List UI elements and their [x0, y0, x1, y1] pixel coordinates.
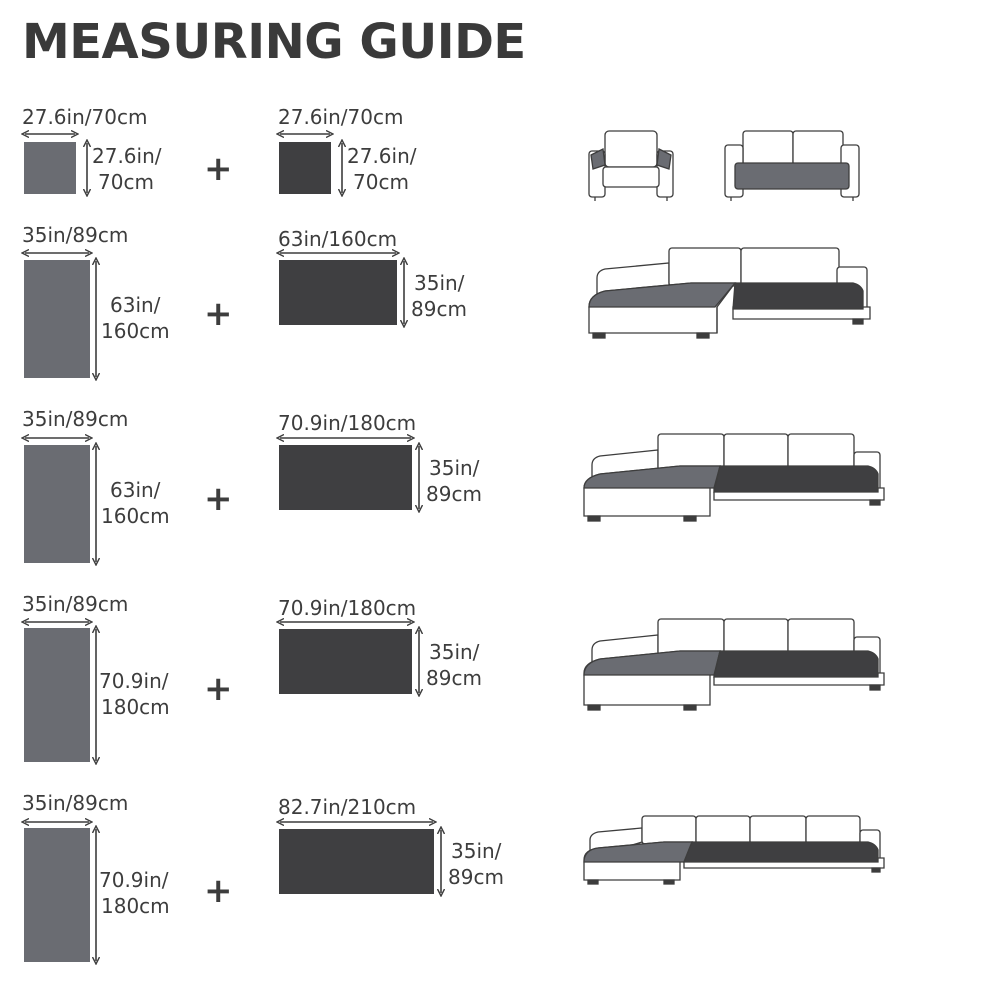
row4-right-height-label-2: 89cm — [426, 666, 482, 690]
row3-plus-sign: + — [204, 479, 233, 519]
row2-plus-sign: + — [204, 294, 233, 334]
row5-right-width-label: 82.7in/210cm — [278, 795, 417, 819]
armchair-and-loveseat-icon — [585, 125, 865, 205]
row4-plus-sign: + — [204, 669, 233, 709]
row5-left-height-label-2: 180cm — [101, 894, 170, 918]
row5-right-cushion — [279, 829, 434, 894]
l-shaped-sofa-4-seat-icon — [580, 812, 890, 892]
row1-right-height-label-1: 27.6in/ — [347, 144, 417, 168]
row1-left-height-label-1: 27.6in/ — [92, 144, 162, 168]
row2-left-cushion — [24, 260, 90, 378]
row2-right-height-label-2: 89cm — [411, 297, 467, 321]
row4-right-cushion — [279, 629, 412, 694]
row1-left-height-label-2: 70cm — [98, 170, 154, 194]
row1-right-height-label-2: 70cm — [353, 170, 409, 194]
row2-right-width-label: 63in/160cm — [278, 227, 398, 251]
l-shaped-sofa-3-seat-icon — [580, 430, 890, 530]
row3-left-width-label: 35in/89cm — [22, 407, 129, 431]
row5-right-height-label-1: 35in/ — [451, 839, 502, 863]
row4-left-height-label-1: 70.9in/ — [99, 669, 169, 693]
row5-left-width-label: 35in/89cm — [22, 791, 129, 815]
row3-left-cushion — [24, 445, 90, 563]
row3-right-cushion — [279, 445, 412, 510]
row5-right-height-label-2: 89cm — [448, 865, 504, 889]
row1-left-cushion — [24, 142, 76, 194]
row3-right-width-label: 70.9in/180cm — [278, 411, 417, 435]
row1-right-width-label: 27.6in/70cm — [278, 105, 404, 129]
row1-left-width-label: 27.6in/70cm — [22, 105, 148, 129]
row3-left-height-label-2: 160cm — [101, 504, 170, 528]
page-title: MEASURING GUIDE — [22, 14, 526, 70]
row3-left-height-label-1: 63in/ — [110, 478, 161, 502]
row2-left-width-label: 35in/89cm — [22, 223, 129, 247]
row5-left-height-label-1: 70.9in/ — [99, 868, 169, 892]
row4-left-cushion — [24, 628, 90, 762]
row4-right-width-label: 70.9in/180cm — [278, 596, 417, 620]
row3-right-height-label-1: 35in/ — [429, 456, 480, 480]
row1-right-cushion — [279, 142, 331, 194]
row5-left-cushion — [24, 828, 90, 962]
l-shaped-sofa-3-seat-long-chaise-icon — [580, 615, 890, 715]
row4-left-height-label-2: 180cm — [101, 695, 170, 719]
row5-plus-sign: + — [204, 871, 233, 911]
row1-plus-sign: + — [204, 149, 233, 189]
row2-left-height-label-1: 63in/ — [110, 293, 161, 317]
row4-right-height-label-1: 35in/ — [429, 640, 480, 664]
row2-right-height-label-1: 35in/ — [414, 271, 465, 295]
row2-right-cushion — [279, 260, 397, 325]
l-shaped-sofa-2-seat-icon — [585, 243, 880, 348]
row4-left-width-label: 35in/89cm — [22, 592, 129, 616]
row2-left-height-label-2: 160cm — [101, 319, 170, 343]
row3-right-height-label-2: 89cm — [426, 482, 482, 506]
